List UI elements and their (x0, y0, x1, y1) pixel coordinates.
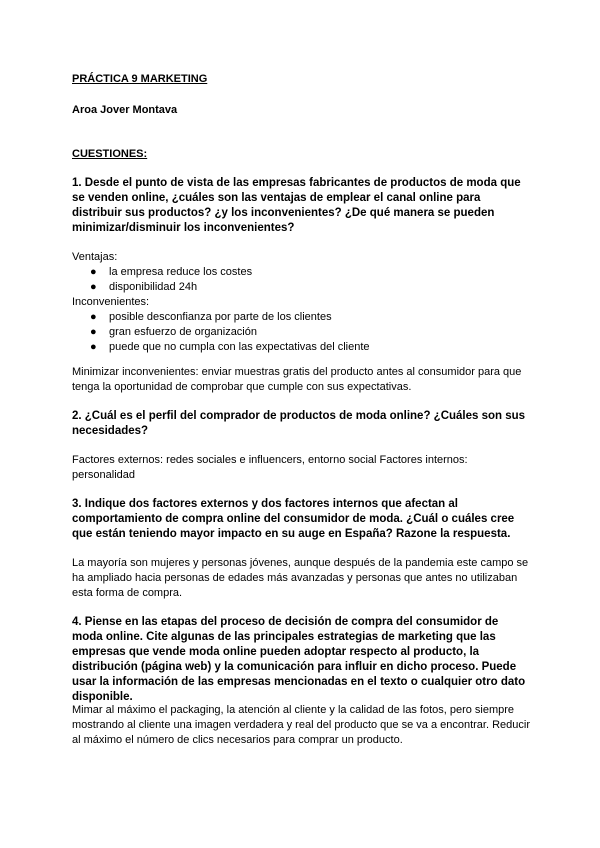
bullet-icon: ● (90, 341, 97, 353)
question-1-block (72, 176, 532, 236)
list-item: ● puede que no cumpla con las expectativas del cliente (90, 341, 370, 353)
list-item: ● gran esfuerzo de organización (90, 326, 257, 338)
list-item: ● disponibilidad 24h (90, 281, 198, 293)
list-item: ● la empresa reduce los costes (90, 266, 253, 278)
list-item: ● posible desconfianza por parte de los clientes (90, 311, 332, 323)
bullet-icon: ● (90, 266, 97, 278)
document-title: PRÁCTICA 9 MARKETING (72, 73, 208, 85)
section-heading: CUESTIONES: (72, 148, 148, 160)
ventajas-list (72, 265, 532, 295)
bullet-icon: ● (90, 311, 97, 323)
question-3-text: 3. Indique dos factores externos y dos factores internos que afectan al comportamiento de compra online del consumidor de moda. ¿Cuál o cuáles cree que están teniendo mayor impacto en su auge en España? Razone la respuesta. (72, 498, 515, 540)
author-name: Aroa Jover Montava (72, 104, 178, 116)
minimizar-paragraph: Minimizar inconvenientes: enviar muestras gratis del producto antes al consumidor para que tenga la oportunidad de comprobar que cumple con sus expectativas. (72, 366, 522, 393)
ventajas-label: Ventajas: (72, 251, 118, 263)
question-1-text: 1. Desde el punto de vista de las empresas fabricantes de productos de moda que se venden online, ¿cuáles son las ventajas de emplear el canal online para distribuir sus productos? ¿y los inconvenientes? ¿De qué manera se pueden minimizar/disminuir los inconvenientes? (72, 177, 521, 234)
inconvenientes-list (72, 310, 532, 355)
question-4-text: 4. Piense en las etapas del proceso de decisión de compra del consumidor de moda online. Cite algunas de las principales estrategias de marketing que las empresas que vende moda online pueden adoptar respecto al producto, la distribución (página web) y la comunicación para influir en dicho proceso. Puede usar la información de las empresas mencionadas en el texto o cualquier otro dato disponible. (72, 616, 526, 703)
bullet-icon: ● (90, 326, 97, 338)
bullet-icon: ● (90, 281, 97, 293)
answer-3-text: La mayoría son mujeres y personas jóvenes, aunque después de la pandemia este campo se ha ampliado hacia personas de edades más avanzadas y personas que antes no utilizaban esta forma de compra. (72, 557, 529, 599)
answer-1-block (72, 250, 532, 355)
answer-4-text: Mimar al máximo el packaging, la atención al cliente y la calidad de las fotos, pero siempre mostrando al cliente una imagen verdadera y real del producto que se va a encontrar. Reducir al máximo el número de clics necesarios para comprar un producto. (72, 704, 530, 746)
inconvenientes-label: Inconvenientes: (72, 296, 150, 308)
answer-2-text: Factores externos: redes sociales e influencers, entorno social Factores internos: personalidad (72, 454, 468, 481)
question-2-text: 2. ¿Cuál es el perfil del comprador de productos de moda online? ¿Cuáles son sus necesidades? (72, 410, 526, 437)
